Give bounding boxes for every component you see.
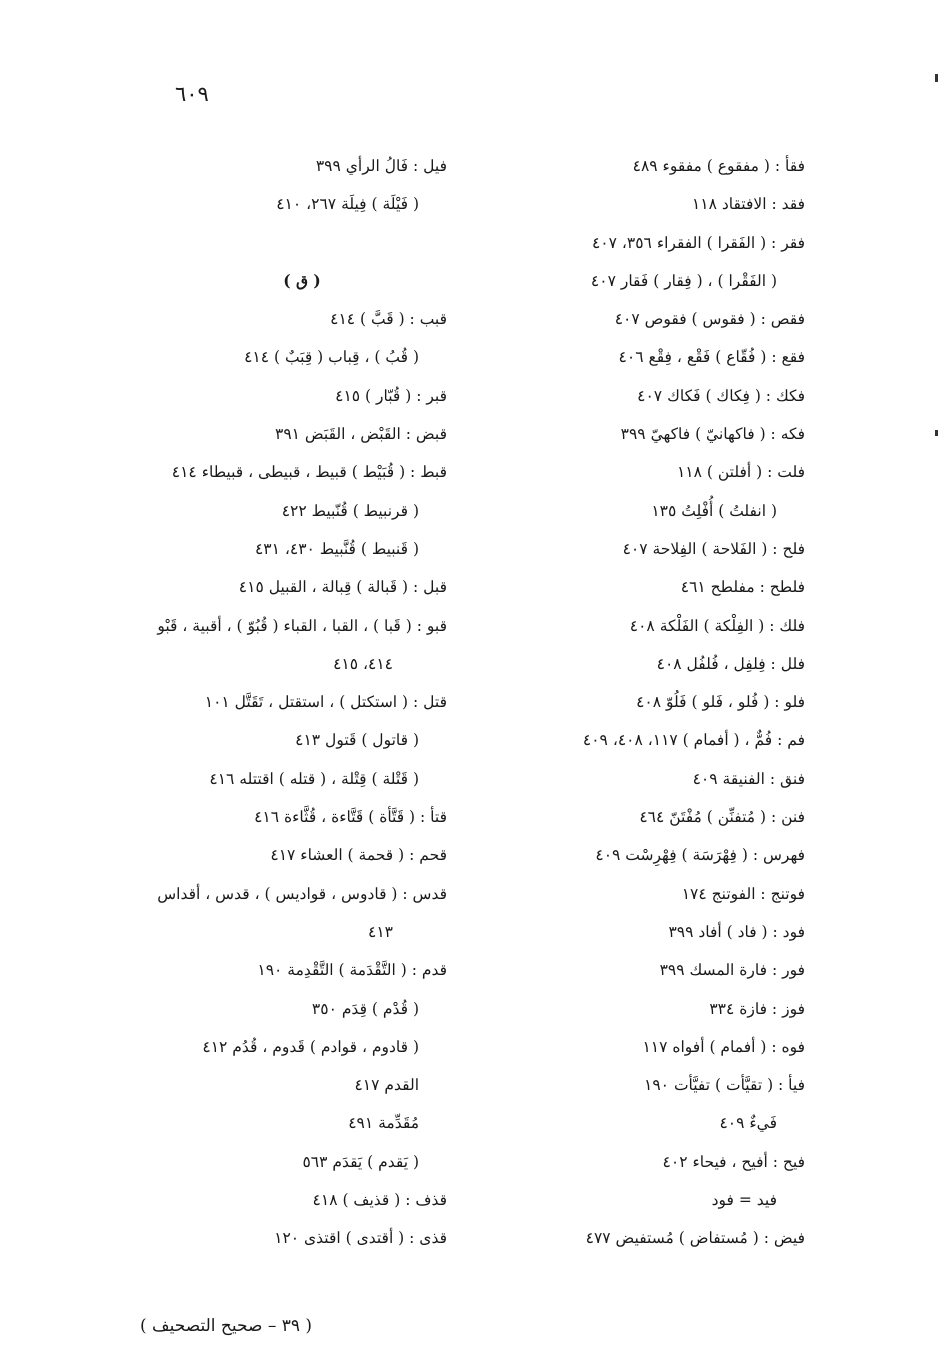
index-entry: قبر : ( قُبّار ) ٤١٥ bbox=[335, 386, 447, 405]
index-entry: ( قَتْلة ) قِتْلة ، ( قتله ) اقتتله ٤١٦ bbox=[209, 769, 419, 788]
index-entry: القدم ٤١٧ bbox=[354, 1076, 419, 1095]
index-entry: قبو : ( قَبا ) ، القبا ، القباء ( قُبُوّ ) ، أقبية ، قَبْو bbox=[157, 616, 447, 635]
index-entry: فلح : ( الفَلاحة ) الفِلاحة ٤٠٧ bbox=[622, 539, 805, 558]
index-column-left bbox=[117, 147, 447, 1258]
index-entry: ( انفلتُ ) أُفْلِتُ ١٣٥ bbox=[651, 501, 777, 520]
index-entry: فقع : ( فُقّاع ) فَقْع ، فِقْع ٤٠٦ bbox=[618, 348, 805, 367]
index-entry: قدم : ( التَّقْدَمة ) التَّقْدِمة ١٩٠ bbox=[257, 961, 447, 980]
index-entry: فقر : ( الفَقرا ) الفقراء ٣٥٦، ٤٠٧ bbox=[591, 233, 805, 252]
index-entry: ( قاتول ) قَتول ٤١٣ bbox=[295, 731, 419, 750]
index-entry: ( فَيْلَة ) فِيلَة ٢٦٧، ٤١٠ bbox=[276, 195, 419, 214]
margin-mark bbox=[935, 430, 938, 436]
index-entry: فيض : ( مُستفاض ) مُستفيض ٤٧٧ bbox=[585, 1229, 805, 1248]
index-entry: قتأ : ( قَتَّأة ) قَتَّاءة ، قُثَّاءة ٤١٦ bbox=[254, 808, 447, 827]
index-entry: قحم : ( قحمة ) العشاء ٤١٧ bbox=[270, 846, 447, 865]
index-entry: قبض : القَبْض ، القَبَض ٣٩١ bbox=[275, 425, 447, 444]
index-entry: فلل : فِلفِل ، فُلفُل ٤٠٨ bbox=[656, 654, 805, 673]
index-entry bbox=[117, 224, 447, 262]
index-entry: ( قادوم ، قوادم ) قَدوم ، قُدُم ٤١٢ bbox=[202, 1037, 419, 1056]
index-entry: فلك : ( الفِلْكة ) الفَلْكة ٤٠٨ bbox=[629, 616, 805, 635]
index-entry: قدس : ( قادوس ، قواديس ) ، قدس ، أقداس bbox=[157, 884, 447, 903]
index-entry: قبل : ( قَبالة ) قِبالة ، القبيل ٤١٥ bbox=[238, 578, 447, 597]
index-entry: فنن : ( مُتفنِّن ) مُفْتَنّ ٤٦٤ bbox=[639, 808, 805, 827]
index-entry: فلت : ( أفلتن ) ١١٨ bbox=[676, 463, 805, 482]
index-entry: فنق : الفنيقة ٤٠٩ bbox=[692, 769, 805, 788]
index-entry: فوتنج : الفوتنج ١٧٤ bbox=[681, 884, 805, 903]
index-entry: فور : فارة المسك ٣٩٩ bbox=[659, 961, 805, 980]
margin-mark bbox=[935, 74, 938, 82]
index-entry: فقص : ( فقوس ) فقوص ٤٠٧ bbox=[614, 310, 805, 329]
index-column-right bbox=[425, 147, 805, 1258]
index-entry: قبط : ( قُبَيْط ) قبيط ، قبيطى ، قبيطاء ٤١٤ bbox=[171, 463, 447, 482]
index-entry: قبب : ( قَبَّ ) ٤١٤ bbox=[330, 310, 447, 329]
index-entry: فوه : ( أفمام ) أفواه ١١٧ bbox=[642, 1037, 805, 1056]
index-entry: فكك : ( فِكاك ) فَكاك ٤٠٧ bbox=[637, 386, 805, 405]
index-entry: قذف : ( قذيف ) ٤١٨ bbox=[312, 1191, 447, 1210]
index-entry: قذى : ( أقتدى ) اقتذى ١٢٠ bbox=[274, 1229, 447, 1248]
index-entry: ( قُدْم ) قِدَم ٣٥٠ bbox=[311, 999, 419, 1018]
index-entry: فلطح : مفلطح ٤٦١ bbox=[680, 578, 805, 597]
index-entry: فيل : فَالُ الرأي ٣٩٩ bbox=[315, 157, 447, 175]
index-entry: فود : ( فاد ) أفاد ٣٩٩ bbox=[668, 922, 805, 941]
page-number: ٦٠٩ bbox=[175, 82, 209, 106]
index-entry: فهرس : ( فِهْرَسَة ) فِهْرِسْت ٤٠٩ bbox=[595, 846, 805, 865]
index-entry: فيأ : ( تقيَّأت ) تفيَّأت ١٩٠ bbox=[644, 1076, 805, 1095]
index-entry: فيح : أفيح ، فيحاء ٤٠٢ bbox=[662, 1152, 805, 1171]
index-entry: ٤١٣ bbox=[368, 922, 393, 941]
page-footer: ( ٣٩ – صحيح التصحيف ) bbox=[140, 1316, 313, 1336]
index-entry: فكه : ( فاكهانيّ ) فاكهيّ ٣٩٩ bbox=[620, 425, 805, 444]
index-entry: ( قَنبيط ) قُنَّبيط ٤٣٠، ٤٣١ bbox=[254, 539, 419, 558]
index-entry: قتل : ( استكتل ) ، استقتل ، تَقَتَّل ١٠١ bbox=[204, 693, 447, 712]
index-entry: مُقَدِّمة ٤٩١ bbox=[348, 1114, 419, 1133]
index-entry: فوز : فازة ٣٣٤ bbox=[709, 999, 805, 1018]
index-entry: فَيءٌ ٤٠٩ bbox=[719, 1114, 777, 1133]
index-entry: ( الفَقْرا ) ، ( فِقار ) فَقار ٤٠٧ bbox=[590, 271, 777, 290]
index-entry: ( يَقدم ) يَقدَم ٥٦٣ bbox=[302, 1152, 419, 1171]
index-entry: ( قرنبيط ) قُنّبيط ٤٢٢ bbox=[281, 501, 419, 520]
index-entry: فم : فُمٌّ ، ( أفمام ) ١١٧، ٤٠٨، ٤٠٩ bbox=[582, 731, 805, 750]
index-entry: ( قُبُ ) ، قِباب ( قِبَبٌ ) ٤١٤ bbox=[244, 348, 419, 367]
index-entry: ٤١٤، ٤١٥ bbox=[333, 654, 393, 673]
index-entry: فقأ : ( مفقوع ) مفقوء ٤٨٩ bbox=[632, 157, 805, 175]
index-entry: فيد = فود bbox=[711, 1191, 777, 1210]
index-entry: فلو : ( فُلو ، فَلو ) فَلُوّ ٤٠٨ bbox=[636, 693, 805, 712]
section-letter-heading: ( ق ) bbox=[283, 270, 321, 290]
index-entry: فقد : الافتقاد ١١٨ bbox=[691, 195, 805, 214]
